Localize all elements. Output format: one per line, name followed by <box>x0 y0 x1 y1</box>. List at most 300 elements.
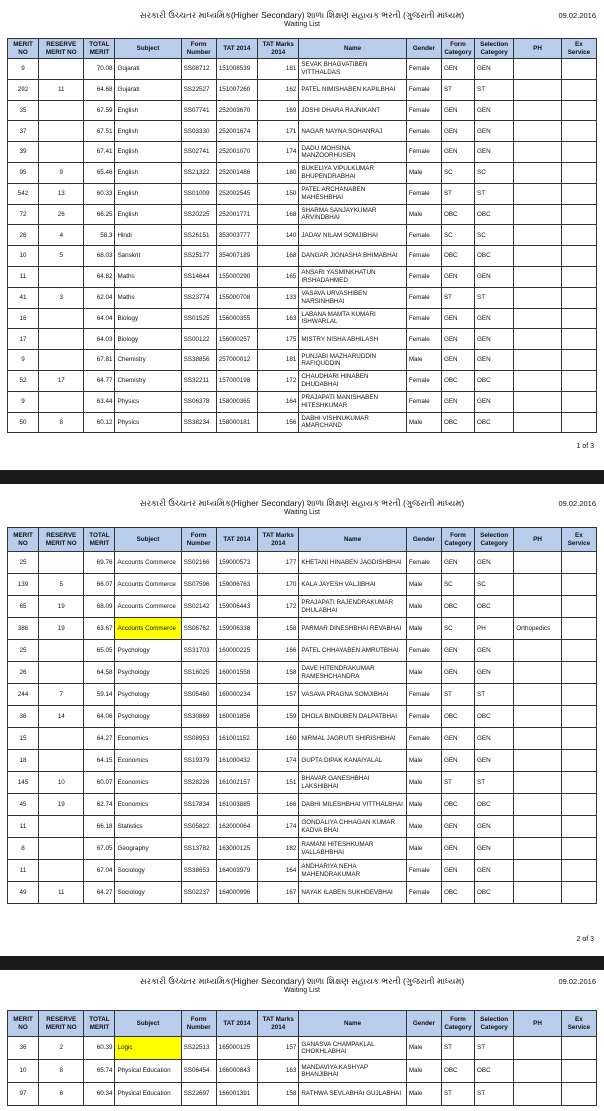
cell-selection-category: GEN <box>475 662 514 684</box>
cell-reserve-merit-no: 19 <box>39 618 84 640</box>
cell-merit-no: 25 <box>8 552 39 574</box>
cell-gender: Male <box>406 838 441 860</box>
column-header-total-merit: TOTAL MERIT <box>84 1011 115 1037</box>
cell-merit-no: 10 <box>8 1060 39 1083</box>
cell-merit-no: 145 <box>8 772 39 794</box>
cell-name: PARMAR DINESHBHAI REVABHAI <box>299 618 406 640</box>
cell-form-number: SS17834 <box>181 794 216 816</box>
cell-gender: Male <box>406 662 441 684</box>
cell-total-merit: 67.05 <box>84 838 115 860</box>
cell-merit-no: 49 <box>8 882 39 904</box>
cell-total-merit: 62.04 <box>84 287 115 308</box>
cell-ex-service <box>561 838 596 860</box>
cell-form-number: SS01009 <box>181 183 216 204</box>
cell-form-number: SS32211 <box>181 370 216 391</box>
cell-subject: Accounts Commerce <box>115 618 181 640</box>
column-header-gender: Gender <box>406 528 441 552</box>
table-row <box>8 79 597 100</box>
cell-form-category: ST <box>441 287 474 308</box>
cell-form-category: OBC <box>441 794 474 816</box>
cell-form-category: GEN <box>441 266 474 287</box>
page-1 <box>0 0 604 470</box>
cell-form-number: SS23774 <box>181 287 216 308</box>
table-row <box>8 596 597 618</box>
cell-tat-marks: 169 <box>258 100 299 121</box>
cell-form-number: SS22527 <box>181 79 216 100</box>
cell-reserve-merit-no: 5 <box>39 246 84 267</box>
cell-gender: Male <box>406 816 441 838</box>
cell-form-category: OBC <box>441 706 474 728</box>
cell-tat-2014: 161001152 <box>216 728 257 750</box>
cell-ph <box>514 816 562 838</box>
cell-gender: Female <box>406 640 441 662</box>
cell-ex-service <box>561 204 596 225</box>
cell-selection-category: SC <box>475 574 514 596</box>
cell-form-category: ST <box>441 1083 474 1106</box>
cell-ex-service <box>561 684 596 706</box>
cell-form-number: SS05822 <box>181 816 216 838</box>
table-row <box>8 412 597 433</box>
cell-tat-marks: 182 <box>258 838 299 860</box>
cell-tat-marks: 172 <box>258 596 299 618</box>
cell-form-number: SS06762 <box>181 618 216 640</box>
cell-selection-category: ST <box>475 772 514 794</box>
cell-selection-category: ST <box>475 287 514 308</box>
column-header-form-category: Form Category <box>441 528 474 552</box>
cell-ex-service <box>561 816 596 838</box>
cell-selection-category: OBC <box>475 706 514 728</box>
cell-ex-service <box>561 121 596 142</box>
cell-total-merit: 66.07 <box>84 574 115 596</box>
cell-form-number: SS02237 <box>181 882 216 904</box>
cell-merit-no: 15 <box>8 728 39 750</box>
cell-tat-2014: 166001391 <box>216 1083 257 1106</box>
cell-selection-category: OBC <box>475 412 514 433</box>
cell-form-category: ST <box>441 684 474 706</box>
page-header <box>0 10 604 34</box>
cell-tat-marks: 180 <box>258 162 299 183</box>
cell-tat-marks: 171 <box>258 121 299 142</box>
cell-name: DHOLA BINDUBEN DALPATBHAI <box>299 706 406 728</box>
cell-merit-no: 8 <box>8 838 39 860</box>
cell-subject: Psychology <box>115 706 181 728</box>
cell-form-category: GEN <box>441 329 474 350</box>
cell-ph <box>514 596 562 618</box>
cell-form-number: SS28226 <box>181 772 216 794</box>
cell-merit-no: 37 <box>8 121 39 142</box>
cell-ex-service <box>561 391 596 412</box>
cell-tat-marks: 133 <box>258 287 299 308</box>
cell-merit-no: 95 <box>8 162 39 183</box>
cell-ex-service <box>561 183 596 204</box>
column-header-tat-2014: TAT 2014 <box>216 528 257 552</box>
table-row <box>8 142 597 163</box>
cell-form-category: GEN <box>441 59 474 80</box>
cell-tat-2014: 151007260 <box>216 79 257 100</box>
cell-tat-marks: 157 <box>258 1037 299 1060</box>
cell-gender: Female <box>406 552 441 574</box>
cell-reserve-merit-no: 13 <box>39 183 84 204</box>
cell-name: PATEL ARCHANABEN MAHESHBHAI <box>299 183 406 204</box>
cell-total-merit: 67.81 <box>84 350 115 371</box>
cell-ex-service <box>561 59 596 80</box>
table-row <box>8 838 597 860</box>
table-row <box>8 370 597 391</box>
cell-form-number: SS07741 <box>181 100 216 121</box>
cell-tat-2014: 158000365 <box>216 391 257 412</box>
cell-name: ANDHARIYA NEHA MAHENDRAKUMAR <box>299 860 406 882</box>
cell-subject: Physical Education <box>115 1083 181 1106</box>
column-header-form-category: Form Category <box>441 39 474 59</box>
cell-subject: Hindi <box>115 225 181 246</box>
cell-reserve-merit-no: 6 <box>39 1083 84 1106</box>
cell-subject: Chemistry <box>115 370 181 391</box>
cell-tat-2014: 252001674 <box>216 121 257 142</box>
cell-tat-2014: 252002545 <box>216 183 257 204</box>
cell-name: RAMANI HITESHKUMAR VALLABHBHAI <box>299 838 406 860</box>
cell-subject: English <box>115 142 181 163</box>
cell-total-merit: 62.74 <box>84 794 115 816</box>
cell-form-category: OBC <box>441 204 474 225</box>
cell-total-merit: 66.18 <box>84 816 115 838</box>
cell-tat-marks: 170 <box>258 574 299 596</box>
cell-selection-category: OBC <box>475 882 514 904</box>
column-header-merit-no: MERIT NO <box>8 1011 39 1037</box>
cell-name: DAVE HITENDRAKUMAR RAMESHCHANDRA <box>299 662 406 684</box>
cell-form-category: OBC <box>441 1060 474 1083</box>
column-header-name: Name <box>299 1011 406 1037</box>
cell-subject: Psychology <box>115 684 181 706</box>
cell-selection-category: GEN <box>475 860 514 882</box>
cell-name: KHETANI HINABEN JAGDISHBHAI <box>299 552 406 574</box>
cell-total-merit: 64.03 <box>84 329 115 350</box>
page-date: 09.02.2016 <box>558 977 596 986</box>
cell-ph <box>514 750 562 772</box>
cell-subject: Psychology <box>115 640 181 662</box>
cell-tat-marks: 158 <box>258 662 299 684</box>
column-header-form-number: Form Number <box>181 39 216 59</box>
cell-merit-no: 11 <box>8 266 39 287</box>
cell-name: PATEL CHHAYABEN AMRUTBHAI <box>299 640 406 662</box>
cell-tat-marks: 164 <box>258 391 299 412</box>
cell-selection-category: GEN <box>475 728 514 750</box>
cell-ex-service <box>561 287 596 308</box>
cell-reserve-merit-no: 17 <box>39 370 84 391</box>
cell-total-merit: 68.03 <box>84 246 115 267</box>
cell-tat-marks: 174 <box>258 750 299 772</box>
cell-tat-2014: 155000290 <box>216 266 257 287</box>
cell-form-category: GEN <box>441 728 474 750</box>
cell-ph <box>514 706 562 728</box>
page-subtitle: Waiting List <box>284 21 320 28</box>
cell-tat-marks: 163 <box>258 308 299 329</box>
cell-total-merit: 63.67 <box>84 618 115 640</box>
page-2 <box>0 484 604 956</box>
cell-gender: Female <box>406 329 441 350</box>
page-title: સરકારી ઉચ્ચતર માધ્યમિક(Higher Secondary) શાળા શિક્ષણ સહાયક ભરતી (ગુજરાતી માધ્યમ) <box>139 498 465 508</box>
cell-subject: English <box>115 204 181 225</box>
cell-total-merit: 66.25 <box>84 204 115 225</box>
cell-tat-2014: 159006443 <box>216 596 257 618</box>
cell-selection-category: ST <box>475 1037 514 1060</box>
column-header-ex-service: Ex Service <box>561 39 596 59</box>
cell-tat-2014: 160001856 <box>216 706 257 728</box>
cell-reserve-merit-no <box>39 266 84 287</box>
cell-ph <box>514 794 562 816</box>
cell-name: NAGAR NAYNA SOHANRAJ <box>299 121 406 142</box>
cell-reserve-merit-no: 9 <box>39 162 84 183</box>
cell-selection-category: GEN <box>475 552 514 574</box>
cell-form-category: GEN <box>441 750 474 772</box>
cell-reserve-merit-no: 26 <box>39 204 84 225</box>
table-row <box>8 350 597 371</box>
cell-subject: Gujarati <box>115 79 181 100</box>
cell-form-number: SS02142 <box>181 596 216 618</box>
cell-tat-marks: 160 <box>258 728 299 750</box>
cell-ph <box>514 100 562 121</box>
page-separator <box>0 956 604 970</box>
cell-ph <box>514 142 562 163</box>
cell-form-category: OBC <box>441 412 474 433</box>
cell-gender: Male <box>406 1037 441 1060</box>
cell-gender: Male <box>406 574 441 596</box>
page-subtitle: Waiting List <box>284 509 320 516</box>
cell-subject: Gujarati <box>115 59 181 80</box>
cell-gender: Male <box>406 794 441 816</box>
cell-form-number: SS00122 <box>181 329 216 350</box>
table-row <box>8 750 597 772</box>
cell-total-merit: 64.15 <box>84 750 115 772</box>
cell-gender: Male <box>406 1060 441 1083</box>
cell-gender: Female <box>406 308 441 329</box>
cell-gender: Male <box>406 204 441 225</box>
cell-total-merit: 67.59 <box>84 100 115 121</box>
cell-form-category: OBC <box>441 370 474 391</box>
cell-ph <box>514 1060 562 1083</box>
cell-ex-service <box>561 1060 596 1083</box>
cell-ph <box>514 350 562 371</box>
header-row <box>8 1011 597 1037</box>
cell-subject: Physical Education <box>115 1060 181 1083</box>
cell-selection-category: ST <box>475 684 514 706</box>
cell-form-number: SS31703 <box>181 640 216 662</box>
table-row <box>8 882 597 904</box>
cell-form-category: GEN <box>441 100 474 121</box>
cell-total-merit: 58.3 <box>84 225 115 246</box>
cell-total-merit: 60.34 <box>84 1083 115 1106</box>
cell-subject: Maths <box>115 266 181 287</box>
cell-ph <box>514 225 562 246</box>
cell-ph <box>514 391 562 412</box>
cell-ph <box>514 287 562 308</box>
cell-merit-no: 9 <box>8 59 39 80</box>
cell-ex-service <box>561 246 596 267</box>
cell-subject: Maths <box>115 287 181 308</box>
cell-tat-2014: 158000181 <box>216 412 257 433</box>
column-header-total-merit: TOTAL MERIT <box>84 528 115 552</box>
cell-form-category: GEN <box>441 816 474 838</box>
column-header-gender: Gender <box>406 39 441 59</box>
cell-total-merit: 67.41 <box>84 142 115 163</box>
cell-ph <box>514 662 562 684</box>
cell-form-number: SS22697 <box>181 1083 216 1106</box>
cell-reserve-merit-no <box>39 142 84 163</box>
cell-tat-marks: 168 <box>258 246 299 267</box>
cell-selection-category: GEN <box>475 750 514 772</box>
cell-form-number: SS03330 <box>181 121 216 142</box>
cell-merit-no: 9 <box>8 391 39 412</box>
cell-subject: Chemistry <box>115 350 181 371</box>
cell-form-number: SS25177 <box>181 246 216 267</box>
cell-gender: Female <box>406 183 441 204</box>
cell-total-merit: 60.33 <box>84 183 115 204</box>
cell-merit-no: 11 <box>8 860 39 882</box>
cell-form-number: SS06378 <box>181 391 216 412</box>
page-title: સરકારી ઉચ્ચતર માધ્યમિક(Higher Secondary) શાળા શિક્ષણ સહાયક ભરતી (ગુજરાતી માધ્યમ) <box>139 10 465 20</box>
cell-reserve-merit-no: 4 <box>39 225 84 246</box>
column-header-ph: PH <box>514 39 562 59</box>
cell-subject: Physics <box>115 412 181 433</box>
cell-subject: Sociology <box>115 860 181 882</box>
cell-merit-no: 72 <box>8 204 39 225</box>
cell-merit-no: 65 <box>8 596 39 618</box>
cell-ph <box>514 412 562 433</box>
table-row <box>8 308 597 329</box>
table-row <box>8 684 597 706</box>
cell-form-number: SS26151 <box>181 225 216 246</box>
column-header-reserve-merit-no: RESERVE MERIT NO <box>39 528 84 552</box>
cell-selection-category: ST <box>475 79 514 100</box>
cell-form-number: SS01525 <box>181 308 216 329</box>
cell-tat-2014: 163000125 <box>216 838 257 860</box>
cell-ph <box>514 684 562 706</box>
cell-gender: Female <box>406 391 441 412</box>
cell-form-category: ST <box>441 183 474 204</box>
page-title: સરકારી ઉચ્ચતર માધ્યમિક(Higher Secondary) શાળા શિક્ષણ સહાયક ભરતી (ગુજરાતી માધ્યમ) <box>139 976 465 986</box>
cell-reserve-merit-no <box>39 350 84 371</box>
cell-total-merit: 64.82 <box>84 266 115 287</box>
cell-reserve-merit-no <box>39 308 84 329</box>
cell-tat-marks: 163 <box>258 1060 299 1083</box>
cell-gender: Female <box>406 882 441 904</box>
cell-tat-2014: 164003979 <box>216 860 257 882</box>
cell-merit-no: 542 <box>8 183 39 204</box>
cell-tat-2014: 156000257 <box>216 329 257 350</box>
table-row <box>8 772 597 794</box>
cell-merit-no: 25 <box>8 640 39 662</box>
cell-tat-2014: 252003670 <box>216 100 257 121</box>
cell-form-category: SC <box>441 574 474 596</box>
cell-tat-marks: 181 <box>258 59 299 80</box>
cell-selection-category: GEN <box>475 329 514 350</box>
cell-gender: Male <box>406 412 441 433</box>
cell-reserve-merit-no: 7 <box>39 684 84 706</box>
cell-form-category: GEN <box>441 121 474 142</box>
cell-gender: Female <box>406 706 441 728</box>
cell-form-number: SS07596 <box>181 574 216 596</box>
cell-tat-marks: 140 <box>258 225 299 246</box>
cell-tat-2014: 161002157 <box>216 772 257 794</box>
cell-tat-2014: 159006763 <box>216 574 257 596</box>
cell-reserve-merit-no <box>39 640 84 662</box>
cell-gender: Male <box>406 750 441 772</box>
cell-ph <box>514 308 562 329</box>
cell-form-category: ST <box>441 1037 474 1060</box>
cell-gender: Female <box>406 287 441 308</box>
cell-selection-category: GEN <box>475 391 514 412</box>
cell-gender: Male <box>406 772 441 794</box>
cell-ph <box>514 59 562 80</box>
cell-name: NAYAK ILABEN SUKHDEVBHAI <box>299 882 406 904</box>
cell-tat-marks: 162 <box>258 79 299 100</box>
cell-name: ANSARI YASMINKHATUN IRSHADAHMED <box>299 266 406 287</box>
table-row <box>8 574 597 596</box>
cell-form-number: SS38653 <box>181 860 216 882</box>
cell-form-category: GEN <box>441 552 474 574</box>
cell-ex-service <box>561 728 596 750</box>
cell-reserve-merit-no: 11 <box>39 79 84 100</box>
cell-reserve-merit-no <box>39 838 84 860</box>
cell-name: GONDALIYA CHHAGAN KUMAR KADVA BHAI <box>299 816 406 838</box>
cell-reserve-merit-no: 10 <box>39 772 84 794</box>
cell-form-category: GEN <box>441 350 474 371</box>
cell-name: PATEL NIMISHABEN KAPILBHAI <box>299 79 406 100</box>
cell-ex-service <box>561 100 596 121</box>
table-row <box>8 225 597 246</box>
header-row <box>8 39 597 59</box>
column-header-merit-no: MERIT NO <box>8 528 39 552</box>
cell-subject: Statistics <box>115 816 181 838</box>
column-header-total-merit: TOTAL MERIT <box>84 39 115 59</box>
table-row <box>8 640 597 662</box>
cell-gender: Female <box>406 121 441 142</box>
cell-total-merit: 69.76 <box>84 552 115 574</box>
cell-form-number: SS02166 <box>181 552 216 574</box>
column-header-form-number: Form Number <box>181 528 216 552</box>
cell-reserve-merit-no: 3 <box>39 287 84 308</box>
cell-gender: Female <box>406 142 441 163</box>
cell-gender: Male <box>406 618 441 640</box>
cell-ph <box>514 1037 562 1060</box>
table-row <box>8 1083 597 1106</box>
cell-gender: Male <box>406 596 441 618</box>
cell-ex-service <box>561 882 596 904</box>
cell-subject: Geography <box>115 838 181 860</box>
cell-total-merit: 60.07 <box>84 772 115 794</box>
column-header-gender: Gender <box>406 1011 441 1037</box>
cell-form-number: SS30869 <box>181 706 216 728</box>
cell-ex-service <box>561 750 596 772</box>
column-header-ex-service: Ex Service <box>561 1011 596 1037</box>
cell-name: JADAV NILAM SOMJIBHAI <box>299 225 406 246</box>
cell-tat-marks: 172 <box>258 370 299 391</box>
cell-reserve-merit-no <box>39 662 84 684</box>
cell-name: DABHI VISHNUKUMAR AMARCHAND <box>299 412 406 433</box>
page-separator <box>0 470 604 484</box>
cell-total-merit: 63.44 <box>84 391 115 412</box>
table-row <box>8 860 597 882</box>
table-row <box>8 552 597 574</box>
cell-reserve-merit-no <box>39 100 84 121</box>
table-row <box>8 266 597 287</box>
cell-tat-2014: 252001771 <box>216 204 257 225</box>
cell-form-category: GEN <box>441 308 474 329</box>
cell-tat-2014: 160000234 <box>216 684 257 706</box>
column-header-reserve-merit-no: RESERVE MERIT NO <box>39 39 84 59</box>
cell-name: MISTRY NISHA ABHILASH <box>299 329 406 350</box>
cell-selection-category: GEN <box>475 308 514 329</box>
cell-merit-no: 11 <box>8 816 39 838</box>
